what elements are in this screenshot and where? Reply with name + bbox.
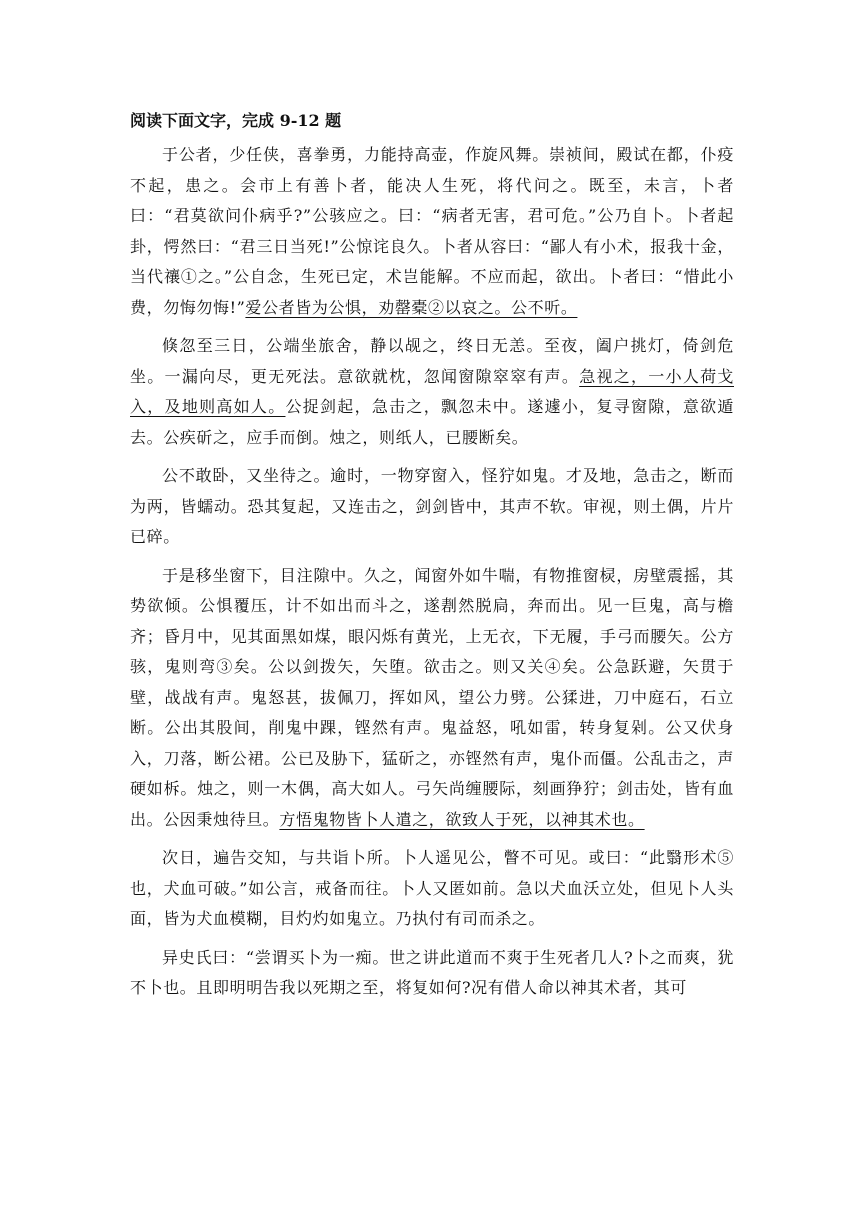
text-segment: 公捉剑起，急击之，飘忽未中。遂遽小，复寻窗隙，意欲遁去。公疾斫之，应手而倒。烛之，则纸人，已腰断矣。: [130, 397, 734, 447]
paragraph-4: [130, 561, 734, 836]
paragraph-3: [130, 461, 734, 553]
text-segment: 于公者，少任侠，喜拳勇，力能持高壶，作旋风舞。崇祯间，殿试在都，仆疫不起，患之。会市上有善卜者，能决人生死，将代问之。既至，未言，卜者曰：“君莫欲问仆病乎?”公骇应之。曰：“病者无害，君可危。”公乃自卜。卜者起卦，愕然曰：“君三日当死!”公惊诧良久。卜者从容曰：“鄙人有小术，报我十金，当代禳①之。”公自念，生死已定，术岂能解。不应而起，欲出。卜者曰：“惜此小费，勿悔勿悔!”: [130, 145, 734, 317]
text-segment: 次日，遍告交知，与共诣卜所。卜人遥见公，瞥不可见。或曰：“此翳形术⑤也，犬血可破。”如公言，戒备而往。卜人又匿如前。急以犬血沃立处，但见卜人头面，皆为犬血模糊，目灼灼如鬼立。乃执付有司而杀之。: [130, 848, 734, 928]
underlined-sentence-2: 急视之，一小人荷戈入，及地则高如人。: [130, 366, 734, 416]
text-segment: 异史氏曰：“尝谓买卜为一痴。世之讲此道而不爽于生死者几人?卜之而爽，犹不卜也。且即明明告我以死期之至，将复如何?况有借人命以神其术者，其可: [130, 947, 734, 997]
text-segment: 于是移坐窗下，目注隙中。久之，闻窗外如牛喘，有物推窗棂，房壁震摇，其势欲倾。公惧覆压，计不如出而斗之，遂剨然脱扃，奔而出。见一巨鬼，高与檐齐；昏月中，见其面黑如煤，眼闪烁有黄光，上无衣，下无履，手弓而腰矢。公方骇，鬼则弯③矣。公以剑拨矢，矢堕。欲击之。则又关④矣。公急跃避，矢贯于壁，战战有声。鬼怒甚，拔佩刀，挥如风，望公力劈。公猱进，刀中庭石，石立断。公出其股间，削鬼中踝，铿然有声。鬼益怒，吼如雷，转身复剁。公又伏身入，刀落，断公裙。公已及胁下，猛斫之，亦铿然有声，鬼仆而僵。公乱击之，声硬如柝。烛之，则一木偶，高大如人。弓矢尚缠腰际，刻画狰狞；剑击处，皆有血出。公因秉烛待旦。: [130, 565, 734, 829]
paragraph-2: [130, 331, 734, 453]
underlined-sentence-1: 爱公者皆为公惧，劝罄橐②以哀之。公不听。: [245, 297, 578, 317]
paragraph-5: [130, 843, 734, 935]
underlined-sentence-3: 方悟鬼物皆卜人遣之，欲致人于死，以神其术也。: [279, 809, 645, 829]
text-segment: 公不敢卧，又坐待之。逾时，一物穿窗入，怪狞如鬼。才及地，急击之，断而为两，皆蠕动。恐其复起，又连击之，剑剑皆中，其声不软。审视，则土偶，片片已碎。: [130, 466, 734, 546]
text-segment: 倏忽至三日，公端坐旅舍，静以觇之，终日无恙。至夜，阖户挑灯，倚剑危坐。一漏向尽，更无死法。意欲就枕，忽闻窗隙窣窣有声。: [130, 336, 734, 386]
document-page: [130, 108, 734, 1012]
question-heading: 阅读下面文字，完成 9-12 题: [130, 111, 342, 130]
paragraph-6: [130, 943, 734, 1004]
paragraph-1: [130, 140, 734, 323]
